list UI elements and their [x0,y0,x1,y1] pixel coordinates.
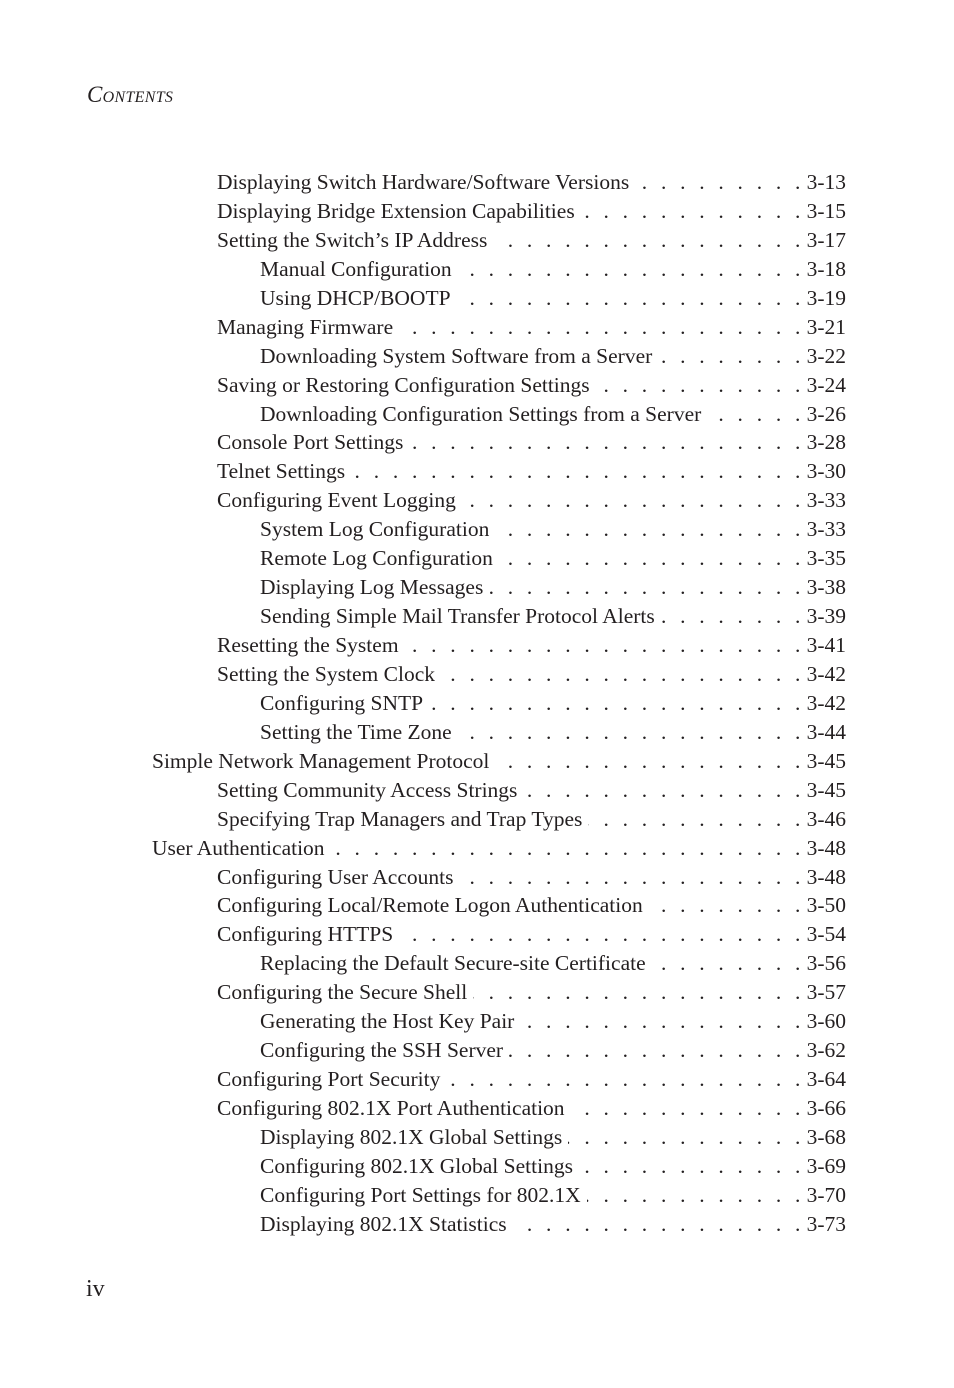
toc-entry-title: Sending Simple Mail Transfer Protocol Alerts [260,604,655,629]
toc-entry-page: 3-28 [806,430,846,455]
toc-dot-leader [493,226,804,255]
toc-entry[interactable] [260,342,954,371]
table-of-contents [0,168,954,1239]
toc-entry[interactable] [152,834,954,863]
toc-entry-title: Configuring Port Security [217,1067,441,1092]
toc-entry[interactable] [260,255,954,284]
toc-entry[interactable] [217,313,954,342]
toc-dot-leader [499,544,805,573]
toc-dot-leader [652,949,805,978]
toc-entry[interactable] [217,776,954,805]
toc-entry-page: 3-48 [806,835,846,860]
toc-entry-page: 3-24 [806,372,846,397]
toc-entry-page: 3-26 [806,401,846,426]
toc-entry[interactable] [217,371,954,400]
toc-entry[interactable] [217,457,954,486]
toc-entry-title: Managing Firmware [217,314,394,339]
toc-entry-title: Remote Log Configuration [260,546,493,571]
toc-entry-page: 3-41 [806,633,846,657]
toc-entry[interactable] [217,197,954,226]
toc-dot-leader [587,1181,805,1210]
toc-entry[interactable] [217,428,954,457]
toc-entry-page: 3-70 [806,1182,846,1207]
toc-entry[interactable] [260,949,954,978]
toc-entry[interactable] [260,284,954,313]
toc-entry-page: 3-46 [806,806,846,831]
toc-entry-page: 3-38 [806,575,846,600]
toc-entry-page: 3-45 [806,748,846,773]
toc-entry-title: Specifying Trap Managers and Trap Types [217,806,583,831]
toc-entry-title: System Log Configuration [260,517,490,542]
toc-entry-title: Downloading Configuration Settings from a Server [260,401,702,426]
toc-entry[interactable] [217,660,954,689]
toc-entry-title: Setting the Switch’s IP Address [217,227,488,252]
toc-dot-leader [351,457,805,486]
toc-entry[interactable] [152,747,954,776]
toc-dot-leader [571,1094,805,1123]
toc-entry[interactable] [260,1181,954,1210]
toc-dot-leader [446,1065,804,1094]
toc-entry[interactable] [217,168,954,197]
toc-entry-title: Configuring User Accounts [217,864,454,889]
toc-dot-leader [581,197,805,226]
toc-entry-title: Configuring 802.1X Global Settings [260,1153,573,1178]
toc-entry[interactable] [217,863,954,892]
toc-entry-title: Resetting the System [217,633,399,657]
toc-entry-title: Generating the Host Key Pair [260,1009,515,1034]
toc-entry-page: 3-56 [806,951,846,976]
toc-dot-leader [707,400,804,429]
toc-entry-title: Configuring the SSH Server [260,1038,504,1063]
page-number: iv [86,1276,105,1302]
toc-dot-leader [458,255,805,284]
toc-dot-leader [579,1152,805,1181]
toc-entry-page: 3-48 [806,864,846,889]
toc-entry-page: 3-50 [806,893,846,918]
toc-entry[interactable] [260,1007,954,1036]
toc-entry-page: 3-42 [806,690,846,715]
toc-dot-leader [661,602,805,631]
toc-entry-page: 3-66 [806,1096,846,1120]
toc-entry[interactable] [217,920,954,949]
toc-dot-leader [489,573,804,602]
toc-entry[interactable] [217,1065,954,1094]
toc-entry[interactable] [217,891,954,920]
toc-entry[interactable] [260,400,954,429]
toc-entry-title: User Authentication [152,835,325,860]
toc-entry-page: 3-57 [806,980,846,1005]
toc-entry-title: Configuring 802.1X Port Authentication [217,1096,565,1120]
toc-entry[interactable] [260,544,954,573]
toc-entry-title: Setting Community Access Strings [217,777,518,802]
toc-dot-leader [441,660,805,689]
toc-entry-title: Manual Configuration [260,256,452,281]
toc-dot-leader [495,515,804,544]
toc-dot-leader [523,776,804,805]
toc-entry[interactable] [260,1152,954,1181]
toc-entry-page: 3-22 [806,343,846,368]
toc-entry-page: 3-44 [806,719,846,744]
toc-entry-title: Displaying 802.1X Global Settings [260,1124,563,1149]
toc-entry-page: 3-54 [806,922,846,947]
toc-entry[interactable] [260,1036,954,1065]
toc-dot-leader [658,342,804,371]
toc-dot-leader [473,978,804,1007]
toc-entry-page: 3-21 [806,314,846,339]
toc-entry-title: Configuring Local/Remote Logon Authentication [217,893,643,918]
toc-dot-leader [457,284,805,313]
toc-entry-page: 3-19 [806,285,846,310]
toc-entry-page: 3-33 [806,488,846,513]
toc-entry[interactable] [260,573,954,602]
toc-dot-leader [331,834,805,863]
toc-dot-leader [459,863,804,892]
toc-entry-title: Configuring HTTPS [217,922,394,947]
toc-entry-page: 3-13 [806,170,846,194]
toc-dot-leader [399,313,804,342]
toc-dot-leader [462,486,805,515]
toc-entry-title: Simple Network Management Protocol [152,748,490,773]
toc-entry-title: Setting the System Clock [217,661,435,686]
toc-entry-page: 3-33 [806,517,846,542]
toc-entry[interactable] [217,486,954,515]
toc-entry-page: 3-39 [806,604,846,629]
toc-entry-page: 3-45 [806,777,846,802]
toc-entry-page: 3-64 [806,1067,846,1092]
toc-entry-page: 3-68 [806,1124,846,1149]
toc-entry-title: Displaying 802.1X Statistics [260,1211,507,1236]
toc-entry-page: 3-17 [806,227,846,252]
toc-entry[interactable] [217,226,954,255]
toc-entry[interactable] [260,1123,954,1152]
toc-entry[interactable] [260,718,954,747]
toc-dot-leader [568,1123,804,1152]
toc-entry-title: Downloading System Software from a Server [260,343,653,368]
toc-entry[interactable] [217,631,954,660]
toc-entry-page: 3-42 [806,661,846,686]
toc-dot-leader [399,920,804,949]
toc-entry-title: Setting the Time Zone [260,719,452,744]
toc-entry-page: 3-60 [806,1009,846,1034]
toc-entry-title: Displaying Switch Hardware/Software Versions [217,170,630,194]
toc-dot-leader [429,689,805,718]
toc-entry-title: Console Port Settings [217,430,404,455]
toc-dot-leader [596,371,805,400]
toc-dot-leader [588,805,804,834]
toc-entry-title: Telnet Settings [217,459,346,484]
toc-entry[interactable] [260,1210,954,1239]
toc-entry-title: Configuring Event Logging [217,488,456,513]
toc-dot-leader [520,1007,804,1036]
toc-entry-title: Replacing the Default Secure-site Certificate [260,951,646,976]
toc-dot-leader [513,1210,805,1239]
toc-dot-leader [635,168,804,197]
toc-entry-title: Using DHCP/BOOTP [260,285,451,310]
toc-entry[interactable] [217,1094,954,1123]
toc-entry-page: 3-30 [806,459,846,484]
toc-dot-leader [405,631,805,660]
toc-entry-title: Displaying Bridge Extension Capabilities [217,198,575,223]
toc-dot-leader [409,428,804,457]
toc-entry-title: Saving or Restoring Configuration Settings [217,372,590,397]
toc-entry-page: 3-18 [806,256,846,281]
toc-entry-page: 3-35 [806,546,846,571]
toc-entry-page: 3-15 [806,198,846,223]
toc-entry-title: Configuring Port Settings for 802.1X [260,1182,581,1207]
toc-entry-title: Configuring the Secure Shell [217,980,468,1005]
toc-entry-title: Displaying Log Messages [260,575,484,600]
toc-entry[interactable] [217,805,954,834]
toc-dot-leader [495,747,804,776]
toc-entry[interactable] [217,978,954,1007]
toc-dot-leader [649,891,805,920]
toc-entry[interactable] [260,689,954,718]
running-head: Contents [87,82,174,107]
toc-dot-leader [509,1036,805,1065]
toc-entry-page: 3-69 [806,1153,846,1178]
toc-entry[interactable] [260,602,954,631]
toc-entry-page: 3-62 [806,1038,846,1063]
toc-entry-page: 3-73 [806,1211,846,1236]
toc-entry[interactable] [260,515,954,544]
toc-entry-title: Configuring SNTP [260,690,424,715]
toc-dot-leader [458,718,805,747]
